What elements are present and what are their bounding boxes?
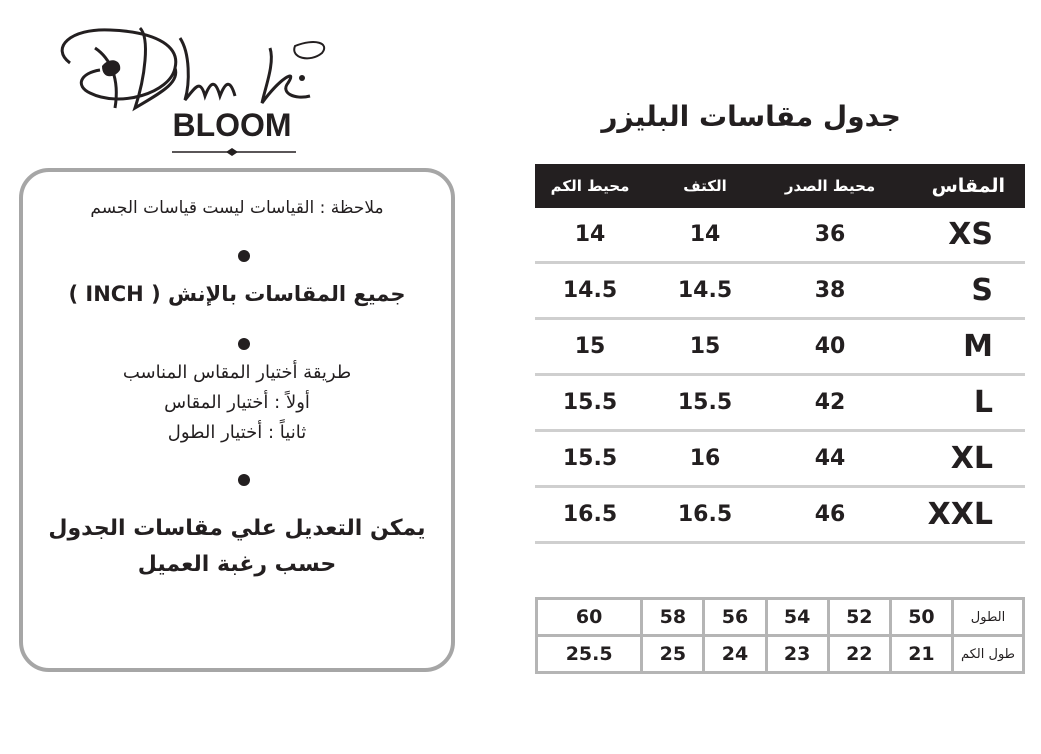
table-row — [535, 208, 1025, 263]
sleeve-length-cell: 25.5 — [537, 636, 642, 673]
length-table — [535, 597, 1025, 674]
custom-line-1: يمكن التعديل علي مقاسات الجدول — [48, 516, 426, 541]
length-cell: 60 — [537, 599, 642, 636]
length-cell: 50 — [890, 599, 952, 636]
table-header-row — [535, 164, 1025, 208]
length-label: الطول — [953, 599, 1024, 636]
size-cell: L — [895, 375, 1025, 431]
size-cell: XS — [895, 208, 1025, 263]
length-cell: 54 — [766, 599, 828, 636]
chest-cell: 40 — [765, 319, 895, 375]
chest-cell: 44 — [765, 431, 895, 487]
chest-cell: 46 — [765, 487, 895, 543]
length-cell: 52 — [828, 599, 890, 636]
header-chest: محيط الصدر — [765, 164, 895, 208]
header-shoulder: الكتف — [645, 164, 765, 208]
custom-line-2: حسب رغبة العميل — [137, 552, 337, 577]
sleeve-length-cell: 21 — [890, 636, 952, 673]
chest-cell: 38 — [765, 263, 895, 319]
header-size: المقاس — [895, 164, 1025, 208]
method-second: ثانياً : أختيار الطول — [167, 422, 307, 443]
length-cell: 58 — [642, 599, 704, 636]
notes-box — [19, 168, 455, 672]
sleeve-length-label: طول الكم — [953, 636, 1024, 673]
sleeve-length-cell: 25 — [642, 636, 704, 673]
size-cell: M — [895, 319, 1025, 375]
length-cell: 56 — [704, 599, 766, 636]
inch-text: جميع المقاسات بالإنش ( INCH ) — [68, 282, 406, 306]
brand-logo — [40, 8, 340, 168]
shoulder-cell: 15 — [645, 319, 765, 375]
page-title: جدول مقاسات البليزر — [601, 100, 901, 133]
logo-mark — [40, 8, 340, 168]
method-title: طريقة أختيار المقاس المناسب — [122, 362, 352, 383]
chest-cell: 42 — [765, 375, 895, 431]
table-row — [535, 375, 1025, 431]
length-row — [537, 599, 1024, 636]
brand-name: BLOOM — [172, 107, 292, 143]
shoulder-cell: 14.5 — [645, 263, 765, 319]
sleeve-cell: 14.5 — [535, 263, 645, 319]
shoulder-cell: 14 — [645, 208, 765, 263]
table-row — [535, 487, 1025, 543]
bullet — [238, 338, 250, 350]
bullet — [238, 250, 250, 262]
sleeve-cell: 16.5 — [535, 487, 645, 543]
sleeve-cell: 15.5 — [535, 431, 645, 487]
sleeve-cell: 15.5 — [535, 375, 645, 431]
sleeve-length-cell: 23 — [766, 636, 828, 673]
sleeve-cell: 15 — [535, 319, 645, 375]
table-row — [535, 431, 1025, 487]
sleeve-length-cell: 22 — [828, 636, 890, 673]
sleeve-cell: 14 — [535, 208, 645, 263]
table-row — [535, 263, 1025, 319]
table-row — [535, 319, 1025, 375]
shoulder-cell: 16.5 — [645, 487, 765, 543]
note-text: ملاحظة : القياسات ليست قياسات الجسم — [90, 198, 384, 218]
method-first: أولاً : أختيار المقاس — [164, 392, 310, 413]
shoulder-cell: 16 — [645, 431, 765, 487]
sleeve-length-row — [537, 636, 1024, 673]
size-chart-table — [535, 164, 1025, 544]
size-cell: S — [895, 263, 1025, 319]
bullet — [238, 474, 250, 486]
size-cell: XXL — [895, 487, 1025, 543]
header-sleeve-circumference: محيط الكم — [535, 164, 645, 208]
chest-cell: 36 — [765, 208, 895, 263]
shoulder-cell: 15.5 — [645, 375, 765, 431]
size-cell: XL — [895, 431, 1025, 487]
sleeve-length-cell: 24 — [704, 636, 766, 673]
